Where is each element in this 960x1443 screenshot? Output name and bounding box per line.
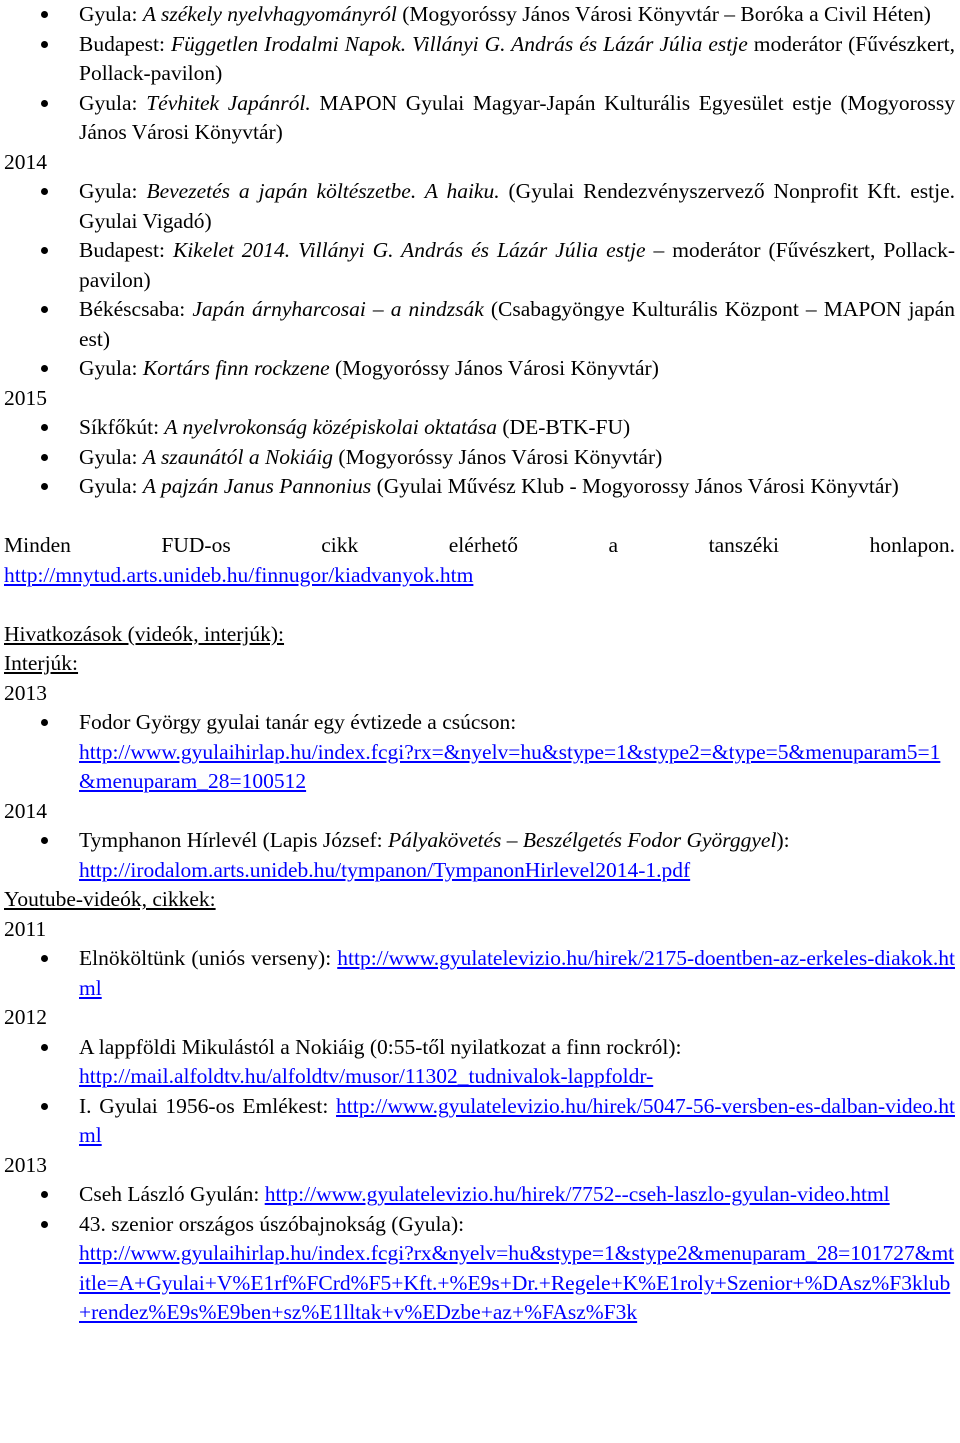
item-place: Budapest: [79, 238, 173, 262]
videos-list-2011 [4, 944, 955, 1003]
item-link[interactable]: http://www.gyulatelevizio.hu/hirek/2175-doentben-az-erkeles-diakok.html [79, 946, 955, 1000]
interviews-heading: Interjúk: [4, 651, 79, 675]
item-link[interactable]: http://mail.alfoldtv.hu/alfoldtv/musor/11302_tudnivalok-lappfoldr- [79, 1064, 654, 1088]
blank-line [4, 502, 955, 532]
item-title: Kikelet 2014. Villányi G. András és Lázár Júlia estje [172, 238, 646, 262]
list-item [4, 295, 955, 354]
item-place: Gyula: [79, 444, 143, 469]
year-heading: 2014 [4, 149, 47, 174]
item-venue: (DE-BTK-FU) [497, 415, 631, 439]
fud-word: cikk [321, 533, 359, 557]
fud-word: elérhető [448, 533, 519, 557]
list-item [4, 1210, 955, 1328]
interviews-list-2013 [4, 708, 955, 797]
list-item [4, 826, 955, 885]
item-title: Kortárs finn rockzene [142, 356, 330, 380]
interviews-list-2014 [4, 826, 955, 885]
item-title: Független Irodalmi Napok. Villányi G. András és Lázár Júlia estje [171, 31, 748, 56]
item-place: Gyula: [79, 474, 143, 498]
youtube-heading: Youtube-videók, cikkek: [4, 887, 216, 911]
videos-list-2012 [4, 1033, 955, 1151]
year-heading: 2011 [4, 916, 47, 941]
item-place: Békéscsaba: [79, 297, 193, 321]
fud-link[interactable]: http://mnytud.arts.unideb.hu/finnugor/kiadvanyok.htm [4, 562, 474, 587]
year-heading: 2013 [4, 1152, 47, 1177]
fud-word: a [608, 533, 619, 557]
bullet-icon [41, 1103, 48, 1110]
events-list-2015 [4, 413, 955, 502]
item-text: Elnököltünk (uniós verseny): [79, 946, 338, 970]
list-item [4, 443, 955, 473]
bullet-icon [41, 365, 48, 372]
item-text-end: ): [776, 828, 790, 852]
item-venue: (Csabagyöngye Kulturális Központ – MAPON japán est) [79, 297, 956, 351]
list-item [4, 1180, 955, 1210]
item-venue: (Mogyoróssy János Városi Könyvtár) [333, 444, 663, 469]
year-heading: 2013 [4, 680, 47, 705]
list-item [4, 708, 955, 797]
bullet-icon [41, 306, 48, 313]
item-title: A nyelvrokonság középiskolai oktatása [164, 415, 498, 439]
events-list-top [4, 0, 955, 148]
item-venue: (Gyulai Művész Klub - Mogyorossy János Városi Könyvtár) [371, 474, 899, 498]
item-text: 43. szenior országos úszóbajnokság (Gyula): [79, 1211, 465, 1236]
list-item [4, 1092, 955, 1151]
item-text: Tymphanon Hírlevél (Lapis József: [79, 828, 388, 852]
fud-text [4, 531, 955, 561]
item-title: Japán árnyharcosai – a nindzsák [192, 297, 484, 321]
item-venue: (Mogyoróssy János Városi Könyvtár – Boróka a Civil Héten) [396, 2, 931, 26]
item-text: Cseh László Gyulán: [79, 1182, 265, 1206]
fud-word: Minden [4, 533, 71, 557]
item-link[interactable]: http://www.gyulaihirlap.hu/index.fcgi?rx&nyelv=hu&stype=1&stype2&menuparam_28=101727&mtitle=A+Gyulai+V%E1rf%FCrd%F5+Kft.+%E9s+Dr.+Regele+K%E1roly+Szenior+%DAsz%F3klub+rendez%E9s%E9ben+sz%E1lltak+v%EDzbe+az+%FAsz%F3k [79, 1241, 955, 1324]
bullet-icon [41, 1191, 48, 1198]
item-venue: MAPON Gyulai Magyar-Japán Kulturális Egyesület estje (Mogyorossy János Városi Könyvtár) [79, 90, 955, 144]
list-item [4, 944, 955, 1003]
bullet-icon [41, 100, 48, 107]
bullet-icon [41, 188, 48, 195]
list-item [4, 413, 955, 443]
item-title: Bevezetés a japán költészetbe. A haiku. [146, 179, 500, 203]
item-venue: – moderátor (Fűvészkert, Pollack-pavilon) [79, 238, 955, 292]
list-item [4, 354, 955, 384]
item-place: Gyula: [79, 90, 147, 115]
year-heading: 2014 [4, 798, 47, 823]
item-text: I. Gyulai 1956-os Emlékest: [79, 1093, 337, 1118]
bullet-icon [41, 719, 48, 726]
blank-line [4, 590, 955, 620]
item-link[interactable]: http://irodalom.arts.unideb.hu/tympanon/TympanonHirlevel2014-1.pdf [79, 857, 691, 882]
item-place: Gyula: [79, 356, 143, 380]
fud-word: tanszéki [708, 533, 780, 557]
year-heading: 2015 [4, 385, 47, 410]
list-item [4, 1033, 955, 1092]
item-venue: moderátor (Fűvészkert, Pollack-pavilon) [79, 31, 955, 85]
bullet-icon [41, 41, 48, 48]
item-place: Gyula: [79, 179, 147, 203]
item-place: Budapest: [79, 31, 171, 56]
item-venue: (Gyulai Rendezvényszervező Nonprofit Kft. estje. Gyulai Vigadó) [79, 179, 955, 233]
item-title: A pajzán Janus Pannonius [142, 474, 372, 498]
list-item [4, 236, 955, 295]
list-item [4, 0, 955, 30]
year-heading: 2012 [4, 1005, 47, 1029]
item-link[interactable]: http://www.gyulatelevizio.hu/hirek/5047-56-versben-es-dalban-video.html [79, 1093, 955, 1147]
item-venue: (Mogyoróssy János Városi Könyvtár) [329, 356, 659, 380]
item-title: A szaunától a Nokiáig [142, 444, 334, 469]
item-text: Fodor György gyulai tanár egy évtizede a csúcson: [79, 710, 517, 734]
document-body [4, 0, 955, 1328]
fud-paragraph [4, 531, 955, 590]
bullet-icon [41, 1221, 48, 1228]
item-title: A székely nyelvhagyományról [142, 2, 397, 26]
bullet-icon [41, 837, 48, 844]
references-heading: Hivatkozások (videók, interjúk): [4, 621, 285, 646]
fud-word: honlapon. [869, 533, 955, 557]
bullet-icon [41, 424, 48, 431]
item-title: Tévhitek Japánról. [146, 90, 311, 115]
list-item [4, 89, 955, 148]
bullet-icon [41, 247, 48, 254]
bullet-icon [41, 955, 48, 962]
item-text: A lappföldi Mikulástól a Nokiáig (0:55-től nyilatkozat a finn rockról): [79, 1034, 682, 1059]
list-item [4, 472, 955, 502]
list-item [4, 177, 955, 236]
events-list-2014 [4, 177, 955, 384]
list-item [4, 30, 955, 89]
item-place: Gyula: [79, 2, 143, 26]
item-link[interactable]: http://www.gyulaihirlap.hu/index.fcgi?rx=&nyelv=hu&stype=1&stype2=&type=5&menuparam5=1&menuparam_28=100512 [79, 739, 941, 793]
bullet-icon [41, 11, 48, 18]
item-link[interactable]: http://www.gyulatelevizio.hu/hirek/7752--cseh-laszlo-gyulan-video.html [264, 1182, 890, 1206]
fud-word: FUD-os [161, 533, 231, 557]
item-title: Pályakövetés – Beszélgetés Fodor Györggyel [387, 828, 777, 852]
item-place: Síkfőkút: [79, 415, 165, 439]
bullet-icon [41, 1044, 48, 1051]
bullet-icon [41, 454, 48, 461]
bullet-icon [41, 483, 48, 490]
videos-list-2013 [4, 1180, 955, 1328]
